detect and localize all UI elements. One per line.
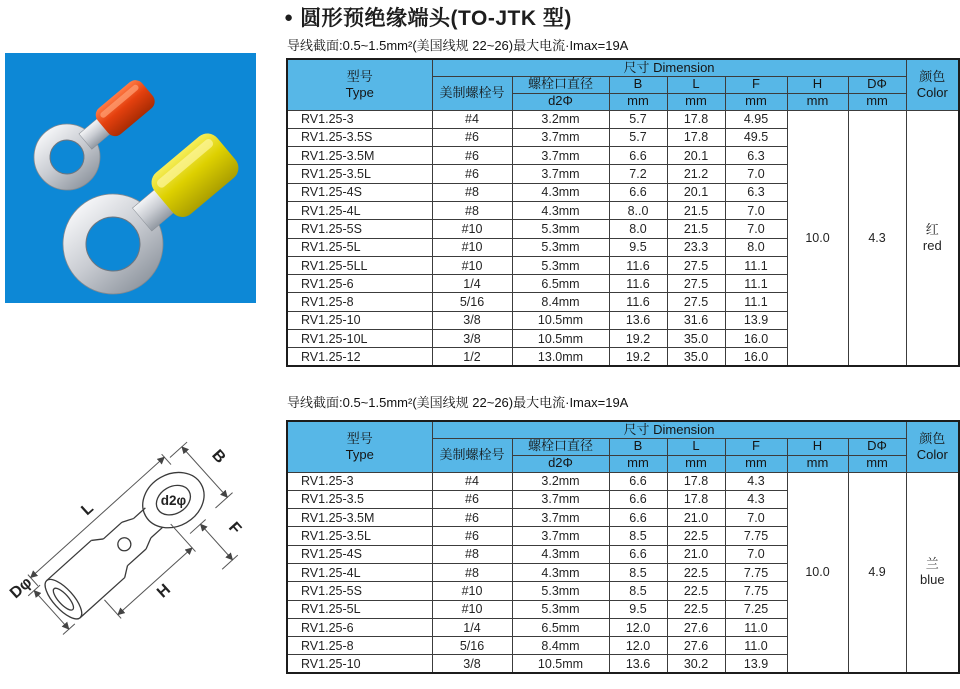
model-cell: RV1.25-3.5L: [287, 165, 432, 183]
value-cell: 11.6: [609, 293, 667, 311]
table-header: [287, 421, 959, 472]
model-cell: RV1.25-4S: [287, 183, 432, 201]
value-cell: 12.0: [609, 637, 667, 655]
model-cell: RV1.25-3: [287, 472, 432, 490]
header-type: [287, 59, 432, 110]
table-header: [287, 59, 959, 110]
spec-table-red: [286, 58, 960, 367]
label-L: L: [78, 499, 97, 520]
wire-spec-subtitle-2: 导线截面:0.5~1.5mm²(美国线规 22~26)最大电流·Imax=19A: [287, 395, 629, 410]
value-cell: 7.0: [725, 509, 787, 527]
value-cell: 3.7mm: [512, 527, 609, 545]
page-title-row: [284, 2, 572, 32]
value-cell: 5.3mm: [512, 238, 609, 256]
value-cell: 8.5: [609, 582, 667, 600]
value-cell: #10: [432, 238, 512, 256]
value-cell: 7.25: [725, 600, 787, 618]
value-cell: 7.75: [725, 527, 787, 545]
header-mm: mm: [609, 93, 667, 110]
header-mm: mm: [787, 455, 848, 472]
value-cell: 17.8: [667, 128, 725, 146]
value-cell: 13.0mm: [512, 348, 609, 366]
value-cell: 20.1: [667, 147, 725, 165]
value-cell: 3.7mm: [512, 509, 609, 527]
value-cell: 21.5: [667, 220, 725, 238]
header-b: B: [609, 438, 667, 455]
value-cell: #6: [432, 128, 512, 146]
header-color-cn: 颜色: [919, 68, 946, 84]
value-cell: 3.2mm: [512, 472, 609, 490]
header-color-en: Color: [916, 84, 948, 100]
label-d2phi: d2φ: [160, 493, 187, 509]
model-cell: RV1.25-5S: [287, 220, 432, 238]
value-cell: 17.8: [667, 110, 725, 128]
value-cell: #8: [432, 201, 512, 219]
value-cell: 6.5mm: [512, 618, 609, 636]
dimension-diagram: [8, 428, 282, 684]
model-cell: RV1.25-6: [287, 275, 432, 293]
model-cell: RV1.25-3.5M: [287, 147, 432, 165]
header-mm: mm: [667, 93, 725, 110]
value-cell: 6.6: [609, 545, 667, 563]
header-type-cn: 型号: [346, 68, 373, 84]
product-photo: [5, 53, 256, 303]
value-cell: 5/16: [432, 293, 512, 311]
value-cell: 3/8: [432, 311, 512, 329]
model-cell: RV1.25-6: [287, 618, 432, 636]
value-cell: 11.1: [725, 275, 787, 293]
value-cell: 6.6: [609, 472, 667, 490]
value-cell: 3/8: [432, 330, 512, 348]
value-cell: 5.3mm: [512, 600, 609, 618]
header-dphi: DΦ: [848, 76, 906, 93]
value-cell: 4.3mm: [512, 183, 609, 201]
value-cell: 7.0: [725, 165, 787, 183]
value-cell: 13.6: [609, 655, 667, 673]
header-l: L: [667, 438, 725, 455]
value-cell: 19.2: [609, 348, 667, 366]
value-cell: 21.2: [667, 165, 725, 183]
value-cell: 6.3: [725, 147, 787, 165]
value-cell: 3/8: [432, 655, 512, 673]
ring-terminals-photo: [5, 53, 256, 303]
value-cell: 4.3mm: [512, 563, 609, 581]
header-h: H: [787, 76, 848, 93]
value-cell: 11.6: [609, 256, 667, 274]
value-cell: 10.5mm: [512, 655, 609, 673]
value-cell: 23.3: [667, 238, 725, 256]
value-cell: #8: [432, 563, 512, 581]
value-cell: 8.5: [609, 527, 667, 545]
value-cell: 11.1: [725, 293, 787, 311]
header-color-cn: 颜色: [919, 430, 946, 446]
value-cell: 7.0: [725, 220, 787, 238]
model-cell: RV1.25-8: [287, 637, 432, 655]
header-color-en: Color: [916, 446, 948, 462]
value-cell: #10: [432, 256, 512, 274]
value-cell: 35.0: [667, 330, 725, 348]
header-mm: mm: [848, 93, 906, 110]
value-cell: 6.5mm: [512, 275, 609, 293]
header-dimension: 尺寸 Dimension: [432, 421, 906, 438]
value-cell: 11.6: [609, 275, 667, 293]
header-color: [906, 59, 959, 110]
value-cell: #6: [432, 165, 512, 183]
header-f: F: [725, 76, 787, 93]
model-cell: RV1.25-5LL: [287, 256, 432, 274]
header-f: F: [725, 438, 787, 455]
header-screw: 美制螺栓号: [432, 438, 512, 472]
header-color: [906, 421, 959, 472]
value-cell: 7.75: [725, 582, 787, 600]
model-cell: RV1.25-3.5M: [287, 509, 432, 527]
value-cell: 3.7mm: [512, 147, 609, 165]
color-merged-cell: 红 red: [906, 110, 959, 366]
value-cell: 4.3: [725, 490, 787, 508]
value-cell: #10: [432, 220, 512, 238]
value-cell: 5.3mm: [512, 582, 609, 600]
value-cell: #6: [432, 509, 512, 527]
color-merged-cell: 兰 blue: [906, 472, 959, 673]
value-cell: 9.5: [609, 238, 667, 256]
header-type-cn: 型号: [346, 430, 373, 446]
value-cell: 27.5: [667, 256, 725, 274]
header-type-en: Type: [345, 84, 374, 100]
value-cell: 8..0: [609, 201, 667, 219]
value-cell: 4.3mm: [512, 201, 609, 219]
value-cell: 8.5: [609, 563, 667, 581]
value-cell: 22.5: [667, 563, 725, 581]
value-cell: 7.0: [725, 201, 787, 219]
value-cell: 1/2: [432, 348, 512, 366]
header-mm: mm: [725, 93, 787, 110]
model-cell: RV1.25-12: [287, 348, 432, 366]
value-cell: 16.0: [725, 348, 787, 366]
value-cell: 21.0: [667, 509, 725, 527]
label-B: B: [208, 446, 229, 467]
value-cell: 22.5: [667, 600, 725, 618]
model-cell: RV1.25-4L: [287, 563, 432, 581]
model-cell: RV1.25-3.5L: [287, 527, 432, 545]
value-cell: 6.6: [609, 183, 667, 201]
header-screw: 美制螺栓号: [432, 76, 512, 110]
value-cell: #10: [432, 582, 512, 600]
value-cell: 8.4mm: [512, 293, 609, 311]
value-cell: 21.5: [667, 201, 725, 219]
value-cell: 16.0: [725, 330, 787, 348]
header-bolt-dia: 螺栓口直径: [512, 438, 609, 455]
model-cell: RV1.25-4L: [287, 201, 432, 219]
model-cell: RV1.25-3.5S: [287, 128, 432, 146]
value-cell: 22.5: [667, 527, 725, 545]
header-mm: mm: [609, 455, 667, 472]
value-cell: 35.0: [667, 348, 725, 366]
value-cell: 4.95: [725, 110, 787, 128]
dphi-merged-cell: 4.3: [848, 110, 906, 366]
value-cell: 4.3mm: [512, 545, 609, 563]
value-cell: 7.75: [725, 563, 787, 581]
value-cell: #4: [432, 472, 512, 490]
header-mm: mm: [787, 93, 848, 110]
model-cell: RV1.25-4S: [287, 545, 432, 563]
value-cell: 12.0: [609, 618, 667, 636]
header-type-en: Type: [345, 446, 374, 462]
value-cell: 27.6: [667, 637, 725, 655]
header-b: B: [609, 76, 667, 93]
bullet-icon: ●: [284, 8, 294, 26]
spec-table-blue: [286, 420, 960, 674]
model-cell: RV1.25-10: [287, 311, 432, 329]
value-cell: 6.6: [609, 147, 667, 165]
page-title: 圆形预绝缘端头(TO-JTK 型): [300, 7, 572, 30]
value-cell: 49.5: [725, 128, 787, 146]
header-mm: mm: [848, 455, 906, 472]
table-row: [287, 472, 959, 490]
value-cell: 22.5: [667, 582, 725, 600]
header-dphi: DΦ: [848, 438, 906, 455]
header-d2phi: d2Φ: [512, 93, 609, 110]
value-cell: 3.7mm: [512, 128, 609, 146]
dphi-merged-cell: 4.9: [848, 472, 906, 673]
model-cell: RV1.25-5L: [287, 238, 432, 256]
value-cell: 4.3: [725, 472, 787, 490]
value-cell: 6.6: [609, 509, 667, 527]
h-merged-cell: 10.0: [787, 472, 848, 673]
header-d2phi: d2Φ: [512, 455, 609, 472]
label-Dphi: Dφ: [8, 574, 36, 603]
value-cell: 8.4mm: [512, 637, 609, 655]
value-cell: 5/16: [432, 637, 512, 655]
header-dimension: 尺寸 Dimension: [432, 59, 906, 76]
value-cell: 27.5: [667, 293, 725, 311]
model-cell: RV1.25-10: [287, 655, 432, 673]
value-cell: 17.8: [667, 472, 725, 490]
model-cell: RV1.25-5S: [287, 582, 432, 600]
h-merged-cell: 10.0: [787, 110, 848, 366]
value-cell: 1/4: [432, 618, 512, 636]
value-cell: #10: [432, 600, 512, 618]
value-cell: #6: [432, 490, 512, 508]
value-cell: 6.6: [609, 490, 667, 508]
header-h: H: [787, 438, 848, 455]
wire-spec-subtitle-1: 导线截面:0.5~1.5mm²(美国线规 22~26)最大电流·Imax=19A: [287, 38, 629, 53]
value-cell: 11.0: [725, 637, 787, 655]
value-cell: 27.5: [667, 275, 725, 293]
table-row: [287, 110, 959, 128]
value-cell: 7.0: [725, 545, 787, 563]
value-cell: #8: [432, 183, 512, 201]
header-type: [287, 421, 432, 472]
value-cell: 8.0: [609, 220, 667, 238]
label-F: F: [224, 519, 245, 538]
value-cell: #4: [432, 110, 512, 128]
header-mm: mm: [725, 455, 787, 472]
value-cell: 10.5mm: [512, 311, 609, 329]
header-l: L: [667, 76, 725, 93]
value-cell: 13.9: [725, 655, 787, 673]
header-bolt-dia: 螺栓口直径: [512, 76, 609, 93]
value-cell: #6: [432, 527, 512, 545]
value-cell: #6: [432, 147, 512, 165]
value-cell: 11.0: [725, 618, 787, 636]
value-cell: 13.6: [609, 311, 667, 329]
header-mm: mm: [667, 455, 725, 472]
value-cell: 5.7: [609, 128, 667, 146]
value-cell: 30.2: [667, 655, 725, 673]
value-cell: 5.3mm: [512, 256, 609, 274]
model-cell: RV1.25-3.5: [287, 490, 432, 508]
value-cell: #8: [432, 545, 512, 563]
model-cell: RV1.25-3: [287, 110, 432, 128]
value-cell: 21.0: [667, 545, 725, 563]
value-cell: 19.2: [609, 330, 667, 348]
value-cell: 1/4: [432, 275, 512, 293]
value-cell: 27.6: [667, 618, 725, 636]
value-cell: 7.2: [609, 165, 667, 183]
model-cell: RV1.25-5L: [287, 600, 432, 618]
value-cell: 31.6: [667, 311, 725, 329]
value-cell: 5.3mm: [512, 220, 609, 238]
value-cell: 3.2mm: [512, 110, 609, 128]
terminal-dimension-drawing: [8, 428, 282, 684]
value-cell: 11.1: [725, 256, 787, 274]
value-cell: 20.1: [667, 183, 725, 201]
value-cell: 9.5: [609, 600, 667, 618]
value-cell: 3.7mm: [512, 490, 609, 508]
value-cell: 13.9: [725, 311, 787, 329]
value-cell: 3.7mm: [512, 165, 609, 183]
value-cell: 6.3: [725, 183, 787, 201]
value-cell: 5.7: [609, 110, 667, 128]
value-cell: 17.8: [667, 490, 725, 508]
model-cell: RV1.25-8: [287, 293, 432, 311]
value-cell: 8.0: [725, 238, 787, 256]
model-cell: RV1.25-10L: [287, 330, 432, 348]
value-cell: 10.5mm: [512, 330, 609, 348]
label-H: H: [154, 581, 174, 602]
